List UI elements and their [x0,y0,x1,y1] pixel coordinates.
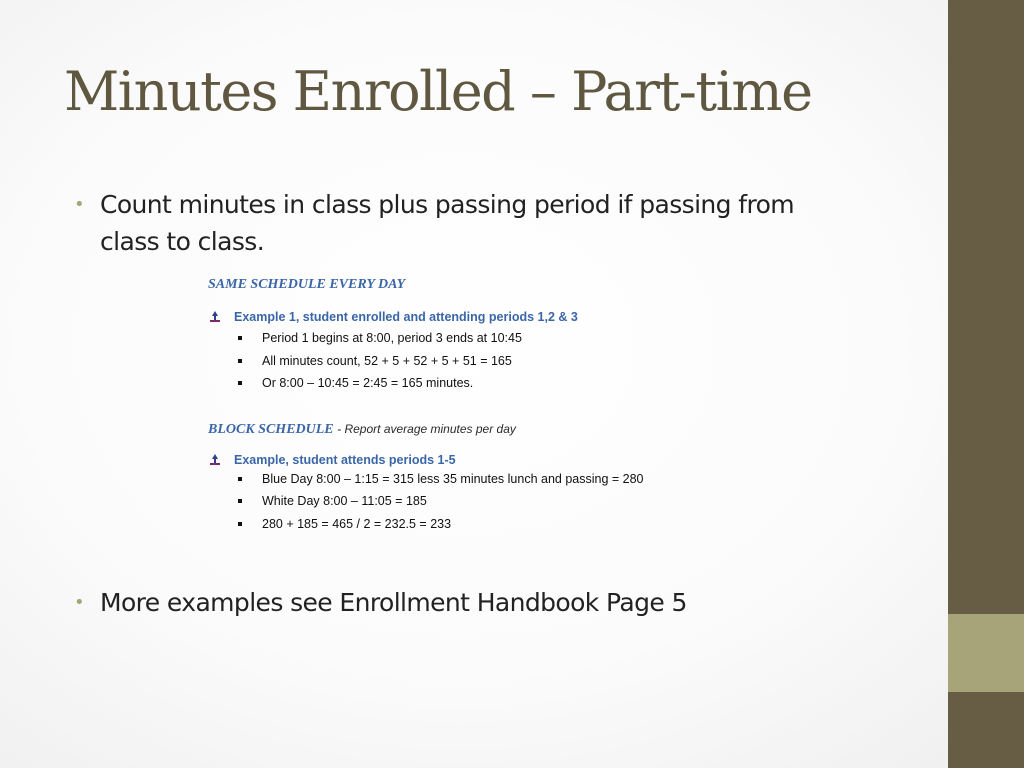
detail-item [262,517,451,531]
block-schedule-subheading: - Report average minutes per day [337,422,516,436]
arrow-bullet-icon [208,310,222,324]
bullet-text: More examples see Enrollment Handbook Page 5 [100,588,687,617]
bullet-item [74,186,834,260]
arrow-bullet-icon [208,453,222,467]
bullet-dot-icon: • [74,592,85,613]
bullet-text: Count minutes in class plus passing period if passing from class to class. [100,190,795,256]
detail-item [262,354,512,368]
detail-text: Or 8:00 – 10:45 = 2:45 = 165 minutes. [262,376,474,390]
square-bullet-icon [238,477,242,481]
detail-text: All minutes count, 52 + 5 + 52 + 5 + 51 = 165 [262,354,512,368]
block-schedule-title: BLOCK SCHEDULE [208,422,334,437]
detail-text: Period 1 begins at 8:00, period 3 ends at 10:45 [262,331,522,345]
bullet-item [74,584,834,621]
detail-item [262,494,427,508]
slide-title: Minutes Enrolled – Part-time [64,60,812,123]
same-schedule-heading: SAME SCHEDULE EVERY DAY [208,277,406,292]
detail-item [262,376,473,390]
detail-item [262,472,644,486]
square-bullet-icon [238,381,242,385]
example-line [234,453,456,467]
bullet-dot-icon: • [74,194,85,215]
sidebar-accent-block [948,614,1024,692]
square-bullet-icon [238,336,242,340]
example-text: Example 1, student enrolled and attending periods 1,2 & 3 [234,310,578,324]
example-text: Example, student attends periods 1-5 [234,453,456,467]
square-bullet-icon [238,499,242,503]
detail-text: White Day 8:00 – 11:05 = 185 [262,494,427,508]
detail-item [262,331,522,345]
square-bullet-icon [238,359,242,363]
block-schedule-heading [208,422,516,438]
detail-text: 280 + 185 = 465 / 2 = 232.5 = 233 [262,517,452,531]
detail-text: Blue Day 8:00 – 1:15 = 315 less 35 minutes lunch and passing = 280 [262,472,644,486]
square-bullet-icon [238,522,242,526]
example-line [234,310,578,324]
embedded-document-image [206,274,766,544]
